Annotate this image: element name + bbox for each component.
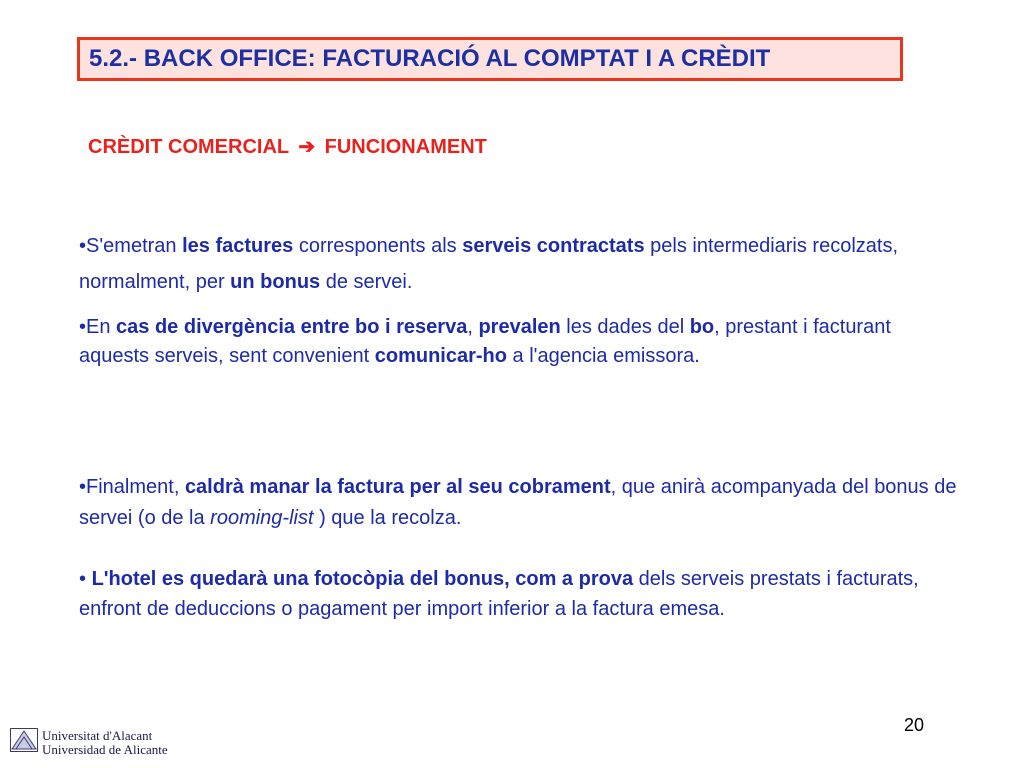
- bullet-italic: rooming-list: [210, 507, 314, 529]
- university-name-line1: Universitat d'Alacant: [42, 727, 153, 743]
- bullet-text: ) que la recolza.: [313, 507, 462, 529]
- bullet-text: les dades del: [560, 316, 690, 338]
- bullet-emphasis: L'hotel es quedarà una fotocòpia del bonus, com a prova: [91, 568, 634, 590]
- slide-title: 5.2.- BACK OFFICE: FACTURACIÓ AL COMPTAT I A CRÈDIT: [89, 45, 771, 72]
- university-name-line2: Universidad de Alicante: [42, 741, 168, 757]
- bullet-text: pels intermediaris recolzats, normalment, per: [79, 235, 899, 293]
- subtitle-right: FUNCIONAMENT: [324, 136, 487, 158]
- bullet-item-4: [79, 564, 959, 624]
- bullet-text: , prestant i facturant aquests serveis, sent convenient: [79, 316, 891, 367]
- bullet-item-3: [79, 472, 959, 534]
- bullet-text: dels serveis prestats i facturats, enfront de deduccions o pagament per import inferior a la factura emesa.: [79, 568, 919, 620]
- bullet-emphasis: un bonus: [230, 271, 321, 293]
- bullet-text: •: [79, 568, 92, 590]
- bullet-text: a l'agencia emissora.: [506, 345, 700, 367]
- bullet-emphasis: comunicar-ho: [374, 345, 507, 367]
- bullet-text: de servei.: [320, 271, 413, 293]
- bullet-text: •Finalment,: [79, 476, 185, 498]
- subtitle-left: CRÈDIT COMERCIAL: [88, 136, 289, 158]
- bullet-emphasis: les factures: [182, 235, 294, 257]
- bullet-text: corresponents als: [293, 235, 463, 257]
- bullet-text: , que anirà acompanyada del bonus de servei (o de la: [79, 476, 957, 529]
- bullet-text: ,: [467, 316, 479, 338]
- bullet-text: •En: [79, 316, 117, 338]
- bullet-text: •S'emetran: [79, 235, 183, 257]
- bullet-item-1: [79, 228, 959, 300]
- bullet-emphasis: bo: [689, 316, 715, 338]
- arrow-right-icon: ➔: [298, 136, 316, 158]
- university-logo: [10, 728, 168, 757]
- university-name: [42, 729, 168, 757]
- bullet-emphasis: serveis contractats: [462, 235, 645, 257]
- bullet-emphasis: caldrà manar la factura per al seu cobrament: [184, 476, 611, 498]
- university-emblem-icon: [10, 728, 38, 757]
- slide-subtitle: [88, 134, 487, 159]
- bullet-emphasis: prevalen: [478, 316, 561, 338]
- page-number: 20: [904, 715, 925, 735]
- slide-title-box: [77, 37, 903, 81]
- bullet-emphasis: cas de divergència entre bo i reserva: [116, 316, 468, 338]
- bullet-item-2: [79, 313, 959, 371]
